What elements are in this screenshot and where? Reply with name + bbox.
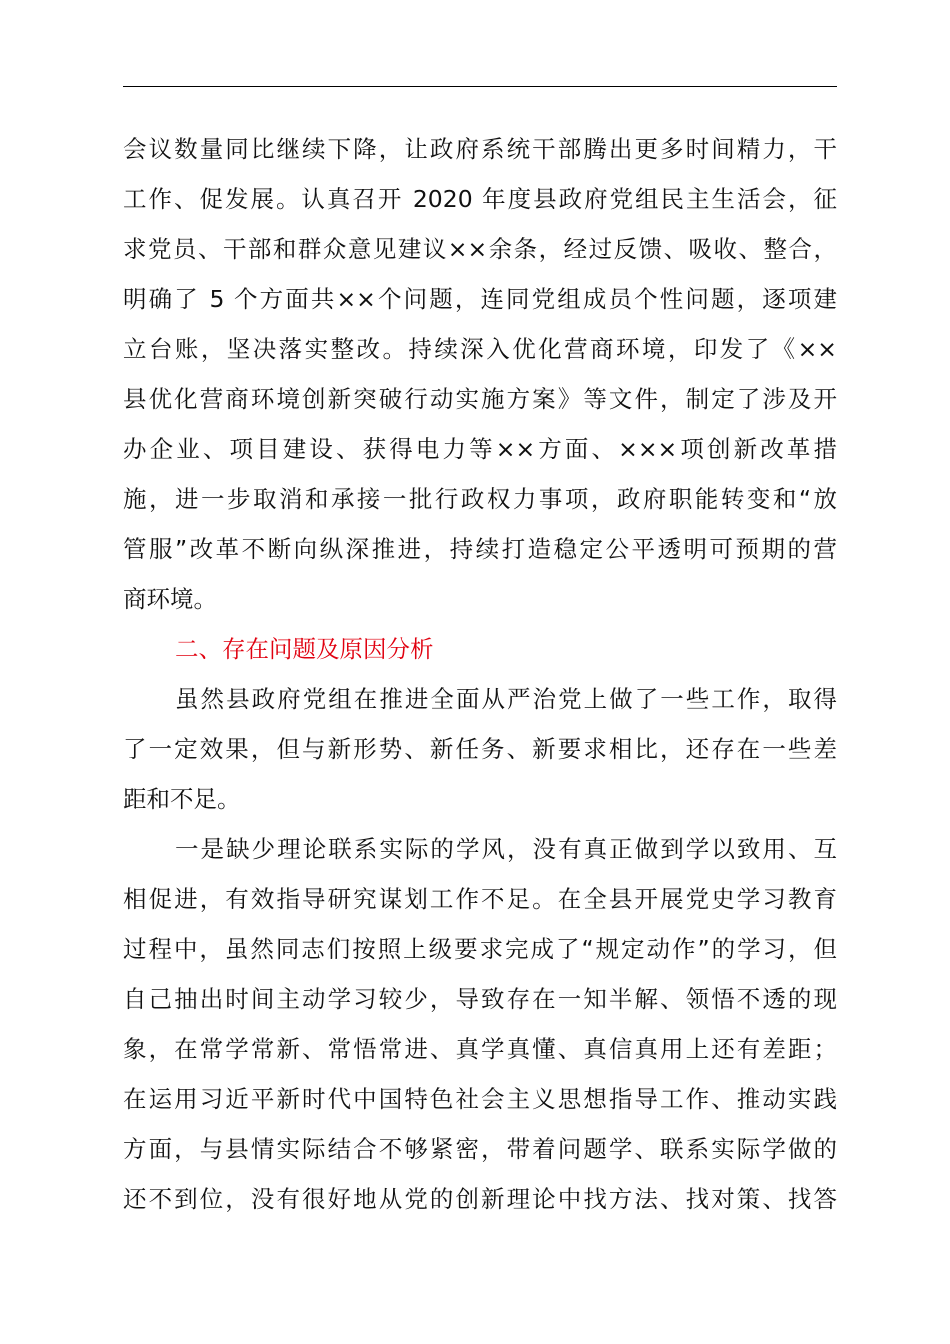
text-line: 还不到位，没有很好地从党的创新理论中找方法、找对策、找答 (123, 1185, 837, 1213)
text-line: 方面，与县情实际结合不够紧密，带着问题学、联系实际学做的 (123, 1135, 837, 1163)
text-line: 会议数量同比继续下降，让政府系统干部腾出更多时间精力，干 (123, 135, 837, 163)
text-line: 工作、促发展。认真召开 2020 年度县政府党组民主生活会，征 (123, 185, 837, 213)
text-line: 了一定效果，但与新形势、新任务、新要求相比，还存在一些差 (123, 735, 837, 763)
document-body (123, 124, 837, 1224)
text-line: 明确了 5 个方面共××个问题，连同党组成员个性问题，逐项建 (123, 285, 837, 313)
text-line: 象，在常学常新、常悟常进、真学真懂、真信真用上还有差距； (123, 1035, 837, 1063)
text-line: 管服”改革不断向纵深推进，持续打造稳定公平透明可预期的营 (123, 535, 837, 563)
text-line: 商环境。 (123, 585, 217, 613)
text-line: 县优化营商环境创新突破行动实施方案》等文件，制定了涉及开 (123, 385, 837, 413)
text-line: 求党员、干部和群众意见建议××余条，经过反馈、吸收、整合， (123, 235, 837, 263)
section-heading: 二、存在问题及原因分析 (175, 635, 434, 663)
text-line: 自己抽出时间主动学习较少，导致存在一知半解、领悟不透的现 (123, 985, 837, 1013)
text-line: 一是缺少理论联系实际的学风，没有真正做到学以致用、互 (175, 835, 837, 863)
text-line: 施，进一步取消和承接一批行政权力事项，政府职能转变和“放 (123, 485, 837, 513)
text-line: 相促进，有效指导研究谋划工作不足。在全县开展党史学习教育 (123, 885, 837, 913)
text-line: 过程中，虽然同志们按照上级要求完成了“规定动作”的学习，但 (123, 935, 837, 963)
header-rule (123, 86, 837, 87)
text-line: 距和不足。 (123, 785, 241, 813)
text-line: 立台账，坚决落实整改。持续深入优化营商环境，印发了《×× (123, 335, 837, 363)
text-line: 在运用习近平新时代中国特色社会主义思想指导工作、推动实践 (123, 1085, 837, 1113)
text-line: 虽然县政府党组在推进全面从严治党上做了一些工作，取得 (175, 685, 837, 713)
text-line: 办企业、项目建设、获得电力等××方面、×××项创新改革措 (123, 435, 837, 463)
